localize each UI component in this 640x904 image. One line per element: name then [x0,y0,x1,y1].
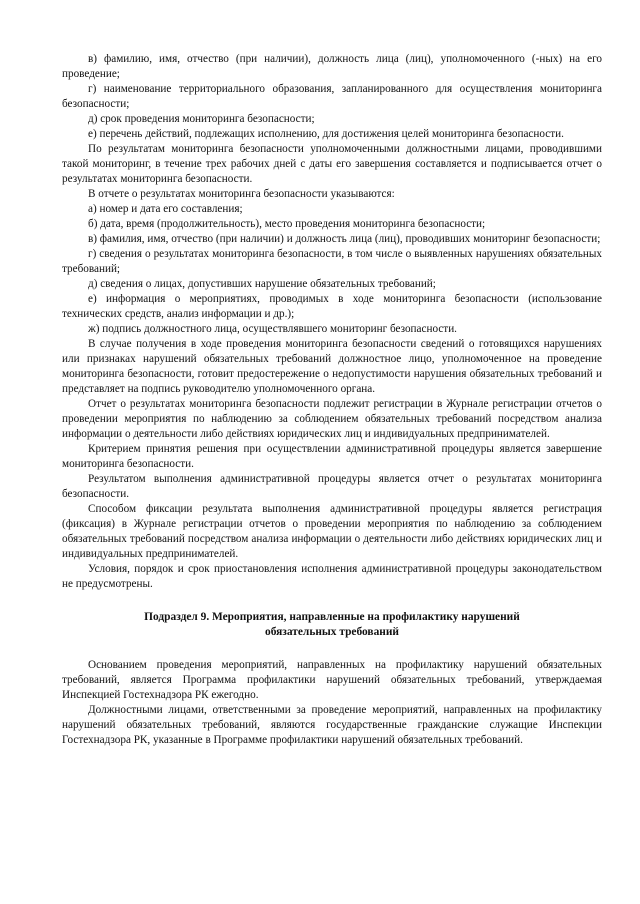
subsection-heading [62,610,602,640]
paragraph: е) информация о мероприятиях, проводимых в ходе мониторинга безопасности (использование технических средств, анализ информации и др.); [62,293,602,320]
paragraph: г) наименование территориального образования, запланированного для осуществления мониторинга безопасности; [62,83,602,110]
paragraph: е) перечень действий, подлежащих исполнению, для достижения целей мониторинга безопасности. [88,128,564,140]
paragraph: б) дата, время (продолжительность), место проведения мониторинга безопасности; [88,218,486,230]
paragraph: В случае получения в ходе проведения мониторинга безопасности сведений о готовящихся нарушениях или признаках нарушений обязательных требований должностное лицо, уполномоченное на проведение мониторинга безопасности, готовит предостережение о недопустимости нарушения обязательных требований и представляет на подпись руководителю уполномоченного органа. [62,338,602,395]
paragraph: д) срок проведения мониторинга безопасности; [88,113,315,125]
heading-line: Подраздел 9. Мероприятия, направленные на профилактику нарушений [144,611,520,623]
paragraph: г) сведения о результатах мониторинга безопасности, в том числе о выявленных нарушениях обязательных требований; [62,248,602,275]
paragraph: д) сведения о лицах, допустивших нарушение обязательных требований; [88,278,436,290]
paragraph: Основанием проведения мероприятий, направленных на профилактику нарушений обязательных требований, является Программа профилактики нарушений обязательных требований, утверждаемая Инспекцией Гостехнадзора РК ежегодно. [62,659,602,701]
paragraph: Критерием принятия решения при осуществлении административной процедуры является завершение мониторинга безопасности. [62,443,602,470]
paragraph: ж) подпись должностного лица, осуществлявшего мониторинг безопасности. [88,323,457,335]
section-body-before [62,52,602,592]
paragraph: По результатам мониторинга безопасности уполномоченными должностными лицами, проводившими такой мониторинг, в течение трех рабочих дней с даты его завершения составляется и подписывается отчет о результатах мониторинга безопасности. [62,143,602,185]
paragraph: Отчет о результатах мониторинга безопасности подлежит регистрации в Журнале регистрации отчетов о проведении мероприятия по наблюдению за соблюдением обязательных требований посредством анализа информации о деятельности либо действиях юридических лиц и индивидуальных предпринимателей. [62,398,602,440]
paragraph: Должностными лицами, ответственными за проведение мероприятий, направленных на профилактику нарушений обязательных требований, являются государственные гражданские служащие Инспекции Гостехнадзора РК, указанные в Программе профилактики нарушений обязательных требований. [62,704,602,746]
paragraph: Условия, порядок и срок приостановления исполнения административной процедуры законодательством не предусмотрены. [62,563,602,590]
paragraph: Результатом выполнения административной процедуры является отчет о результатах мониторинга безопасности. [62,473,602,500]
paragraph: В отчете о результатах мониторинга безопасности указываются: [88,188,395,200]
paragraph: а) номер и дата его составления; [88,203,243,215]
paragraph: в) фамилия, имя, отчество (при наличии) и должность лица (лиц), проводивших мониторинг безопасности; [88,233,601,245]
section-body-after [62,658,602,748]
heading-line: обязательных требований [265,626,399,638]
paragraph: Способом фиксации результата выполнения административной процедуры является регистрация (фиксация) в Журнале регистрации отчетов о проведении мероприятия по наблюдению за соблюдением обязательных требований посредством анализа информации о деятельности либо действиях юридических лиц и индивидуальных предпринимателей. [62,503,602,560]
paragraph: в) фамилию, имя, отчество (при наличии), должность лица (лиц), уполномоченного (-ных) на его проведение; [62,53,602,80]
